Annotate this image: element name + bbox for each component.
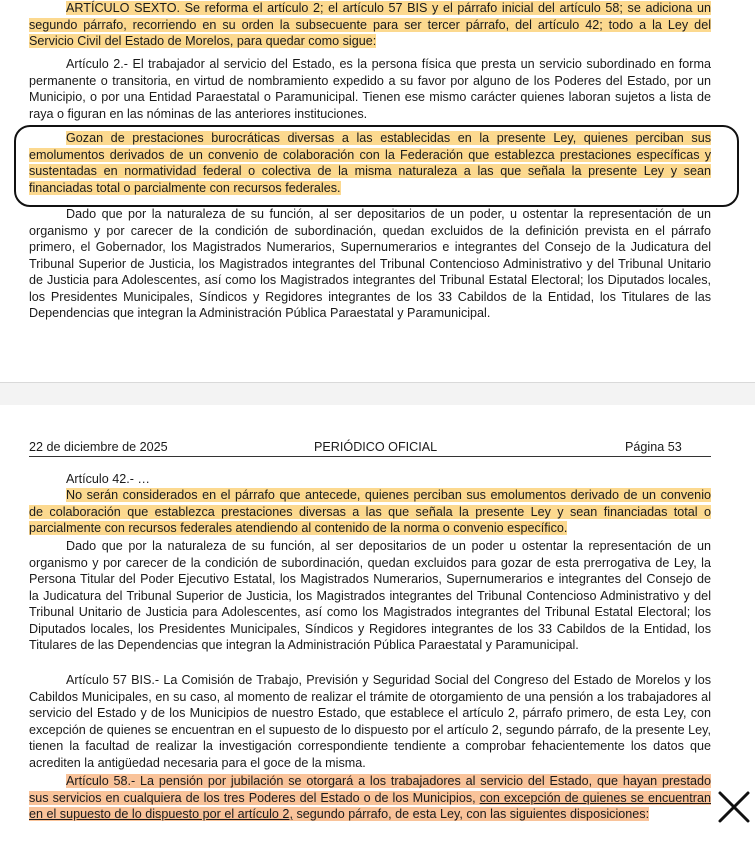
highlighted-text: No serán considerados en el párrafo que antecede, quienes perciban sus emolumentos derivado de un convenio de colaboración que establezca prestaciones diversas a las que señala la presente Ley y sean financiadas total o parcialmente con recursos federales atendiendo al contenido de la norma o convenio específico. <box>29 488 711 535</box>
article-42-heading: Artículo 42.- … <box>66 472 150 486</box>
page-separator <box>0 382 755 406</box>
cross-icon <box>716 789 752 825</box>
article-2-second-paragraph <box>29 130 711 196</box>
page-top <box>0 0 755 382</box>
underlined-highlighted-text: con excepción de quienes se encuentran en el supuesto de lo dispuesto por el artículo 2, <box>29 790 711 821</box>
highlighted-text: segundo párrafo, de esta Ley, con las siguientes disposiciones: <box>292 807 650 821</box>
header-page-number: Página 53 <box>625 440 682 454</box>
article-58-paragraph <box>29 773 711 823</box>
header-date: 22 de diciembre de 2025 <box>29 440 168 454</box>
highlighted-text: Artículo 58.- La pensión por jubilación se otorgará a los trabajadores al servicio del Estado, que hayan prestado sus servicios en cualquiera de los tres Poderes del Estado o de los Municipios, <box>29 774 711 805</box>
article-57-bis-paragraph: Artículo 57 BIS.- La Comisión de Trabajo, Previsión y Seguridad Social del Congreso del Estado de Morelos y los Cabildos Municipales, en su caso, al momento de realizar el trámite de otorgamiento de una pensión a los trabajadores al servicio del Estado y de los Municipios de nuestro Estado, que establece el artículo 2, párrafo primero, de esta Ley, con excepción de quienes se encuentran en el supuesto de lo dispuesto por el artículo 2, segundo párrafo, de la presente Ley, tienen la facultad de realizar la investigación correspondiente tendiente a comprobar fehacientemente los datos que acrediten la antigüedad necesaria para el goce de la misma. <box>29 673 711 770</box>
article-2-third-paragraph: Dado que por la naturaleza de su función, al ser depositarios de un poder, u ostentar la representación de un organismo y por carecer de la condición de subordinación, quedan excluidos de la definición prevista en el párrafo primero, el Gobernador, los Magistrados Numerarios, Supernumerarios e integrantes del Consejo de la Judicatura del Tribunal Superior de Justicia, los Magistrados integrantes del Tribunal Contencioso Administrativo y del Tribunal Unitario de Justicia para Adolescentes, así como los Magistrados integrantes del Tribunal Estatal Electoral; los Diputados locales, los Presidentes Municipales, Síndicos y Regidores integrantes de los 33 Cabildos de la Entidad, los Titulares de las Dependencias que integran la Administración Pública Paraestatal y Paramunicipal. <box>29 207 711 320</box>
running-header <box>29 440 711 457</box>
article-2-paragraph: Artículo 2.- El trabajador al servicio del Estado, es la persona física que presta un servicio subordinado en forma permanente o transitoria, en virtud de nombramiento expedido a su favor por alguno de los Poderes del Estado, por un Municipio, o por una Entidad Paraestatal o Paramunicipal. Tienen ese mismo carácter quienes laboran sujetos a lista de raya o figuran en las nóminas de las anteriores instituciones. <box>29 57 711 121</box>
article-42-second-paragraph <box>29 487 711 537</box>
highlighted-text: Gozan de prestaciones burocráticas diversas a las establecidas en la presente Ley, quienes perciban sus emolumentos derivados de un convenio de colaboración con la Federación que establezca prestaciones específicas y sustentadas en normatividad federal o colectiva de la misma naturaleza a las que señala la presente Ley y sean financiadas total o parcialmente con recursos federales. <box>29 131 711 195</box>
article-sixth-paragraph <box>29 0 711 50</box>
header-publication: PERIÓDICO OFICIAL <box>314 440 438 454</box>
article-42-third-paragraph: Dado que por la naturaleza de su función, al ser depositarios de un poder u ostentar la representación de un organismo y por carecer de la condición de subordinación, quedan excluidos para gozar de esta prerrogativa de Ley, la Persona Titular del Poder Ejecutivo Estatal, los Magistrados Numerarios, Supernumerarios e integrantes del Consejo de la Judicatura del Tribunal Superior de Justicia, los Magistrados integrantes del Tribunal Contencioso Administrativo y del Tribunal Unitario de Justicia para Adolescentes, así como los Magistrados integrantes del Tribunal Estatal Electoral; los Diputados locales, los Presidentes Municipales, Síndicos y Regidores integrantes de los 33 Cabildos de la Entidad, los Titulares de las Dependencias que integran la Administración Pública Paraestatal y Paramunicipal. <box>29 539 711 652</box>
highlighted-text: ARTÍCULO SEXTO. Se reforma el artículo 2; el artículo 57 BIS y el párrafo inicial del artículo 58; se adiciona un segundo párrafo, recorriendo en su orden la subsecuente para ser tercer párrafo, del artículo 42; todo a la Ley del Servicio Civil del Estado de Morelos, para quedar como sigue: <box>29 1 711 48</box>
